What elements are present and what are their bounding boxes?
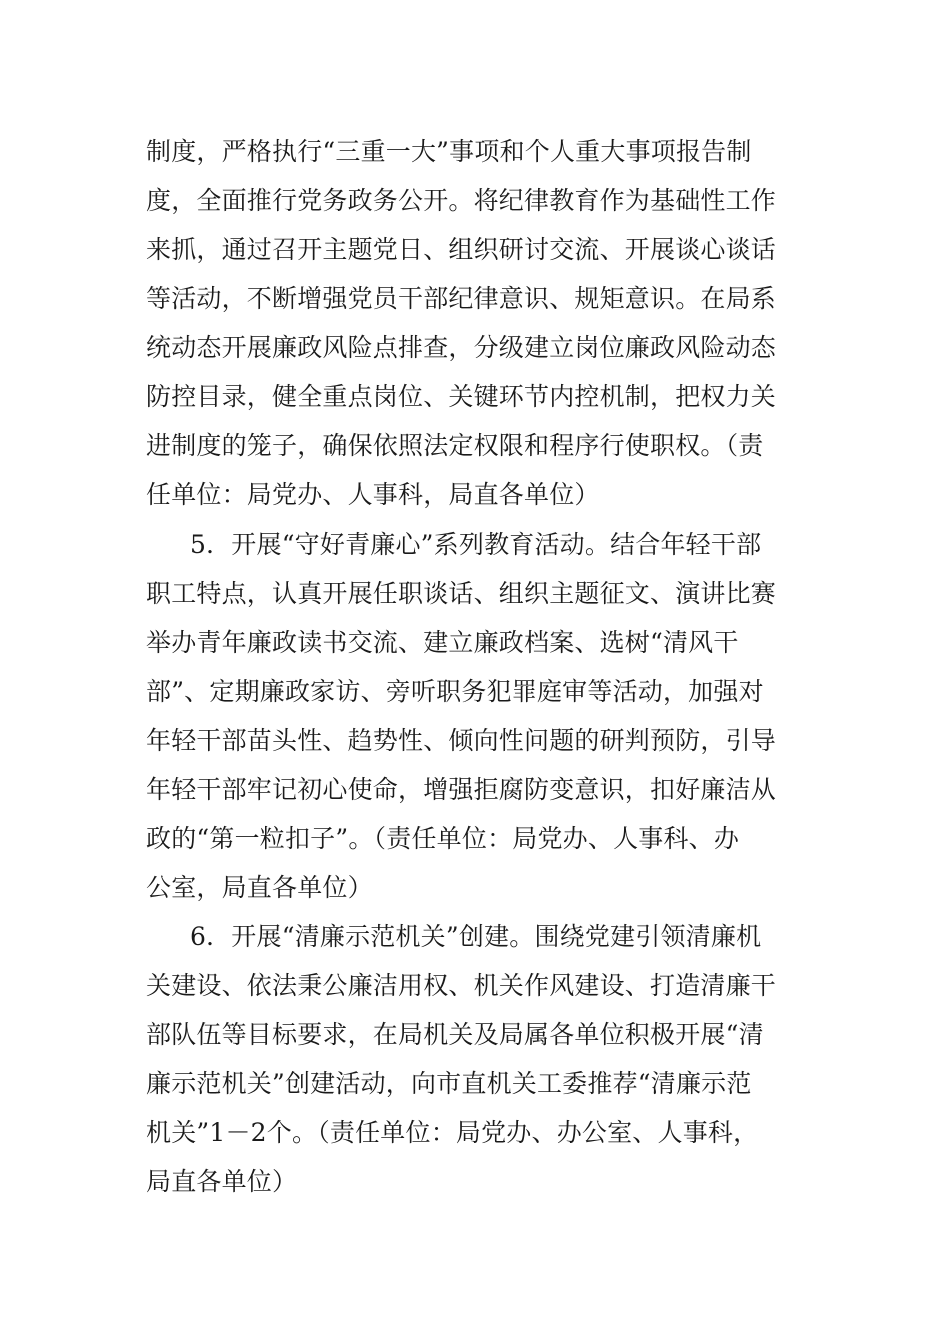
text-line: 举办青年廉政读书交流、建立廉政档案、选树“清风干 <box>146 628 739 657</box>
text-line: 来抓，通过召开主题党日、组织研讨交流、开展谈心谈话 <box>146 235 777 264</box>
text-line: 防控目录，健全重点岗位、关键环节内控机制，把权力关 <box>146 382 777 411</box>
text-line: 部队伍等目标要求，在局机关及局属各单位积极开展“清 <box>146 1020 764 1049</box>
text-line: 关建设、依法秉公廉洁用权、机关作风建设、打造清廉干 <box>146 971 777 1000</box>
text-line: 廉示范机关”创建活动，向市直机关工委推荐“清廉示范 <box>146 1069 752 1098</box>
paragraph-5-heading: 5．开展“守好青廉心”系列教育活动。结合年轻干部 <box>190 530 762 559</box>
text-line: 政的“第一粒扣子”。（责任单位：局党办、人事科、办 <box>146 824 740 853</box>
text-line: 职工特点，认真开展任职谈话、组织主题征文、演讲比赛 <box>146 579 777 608</box>
text-line: 部”、定期廉政家访、旁听职务犯罪庭审等活动，加强对 <box>146 677 764 706</box>
text-line: 等活动，不断增强党员干部纪律意识、规矩意识。在局系 <box>146 284 777 313</box>
text-line: 进制度的笼子，确保依照法定权限和程序行使职权。（责 <box>146 431 764 460</box>
text-line: 机关”1－2个。（责任单位：局党办、办公室、人事科， <box>146 1118 759 1147</box>
paragraph-6-heading: 6．开展“清廉示范机关”创建。围绕党建引领清廉机 <box>190 922 762 951</box>
text-line: 统动态开展廉政风险点排查，分级建立岗位廉政风险动态 <box>146 333 777 362</box>
text-line: 任单位：局党办、人事科，局直各单位） <box>146 480 600 509</box>
text-line: 年轻干部牢记初心使命，增强拒腐防变意识，扣好廉洁从 <box>146 775 777 804</box>
text-line: 年轻干部苗头性、趋势性、倾向性问题的研判预防，引导 <box>146 726 777 755</box>
text-line: 局直各单位） <box>146 1167 298 1196</box>
text-line: 公室，局直各单位） <box>146 873 373 902</box>
text-line: 度，全面推行党务政务公开。将纪律教育作为基础性工作 <box>146 186 777 215</box>
text-line: 制度，严格执行“三重一大”事项和个人重大事项报告制 <box>146 137 752 166</box>
